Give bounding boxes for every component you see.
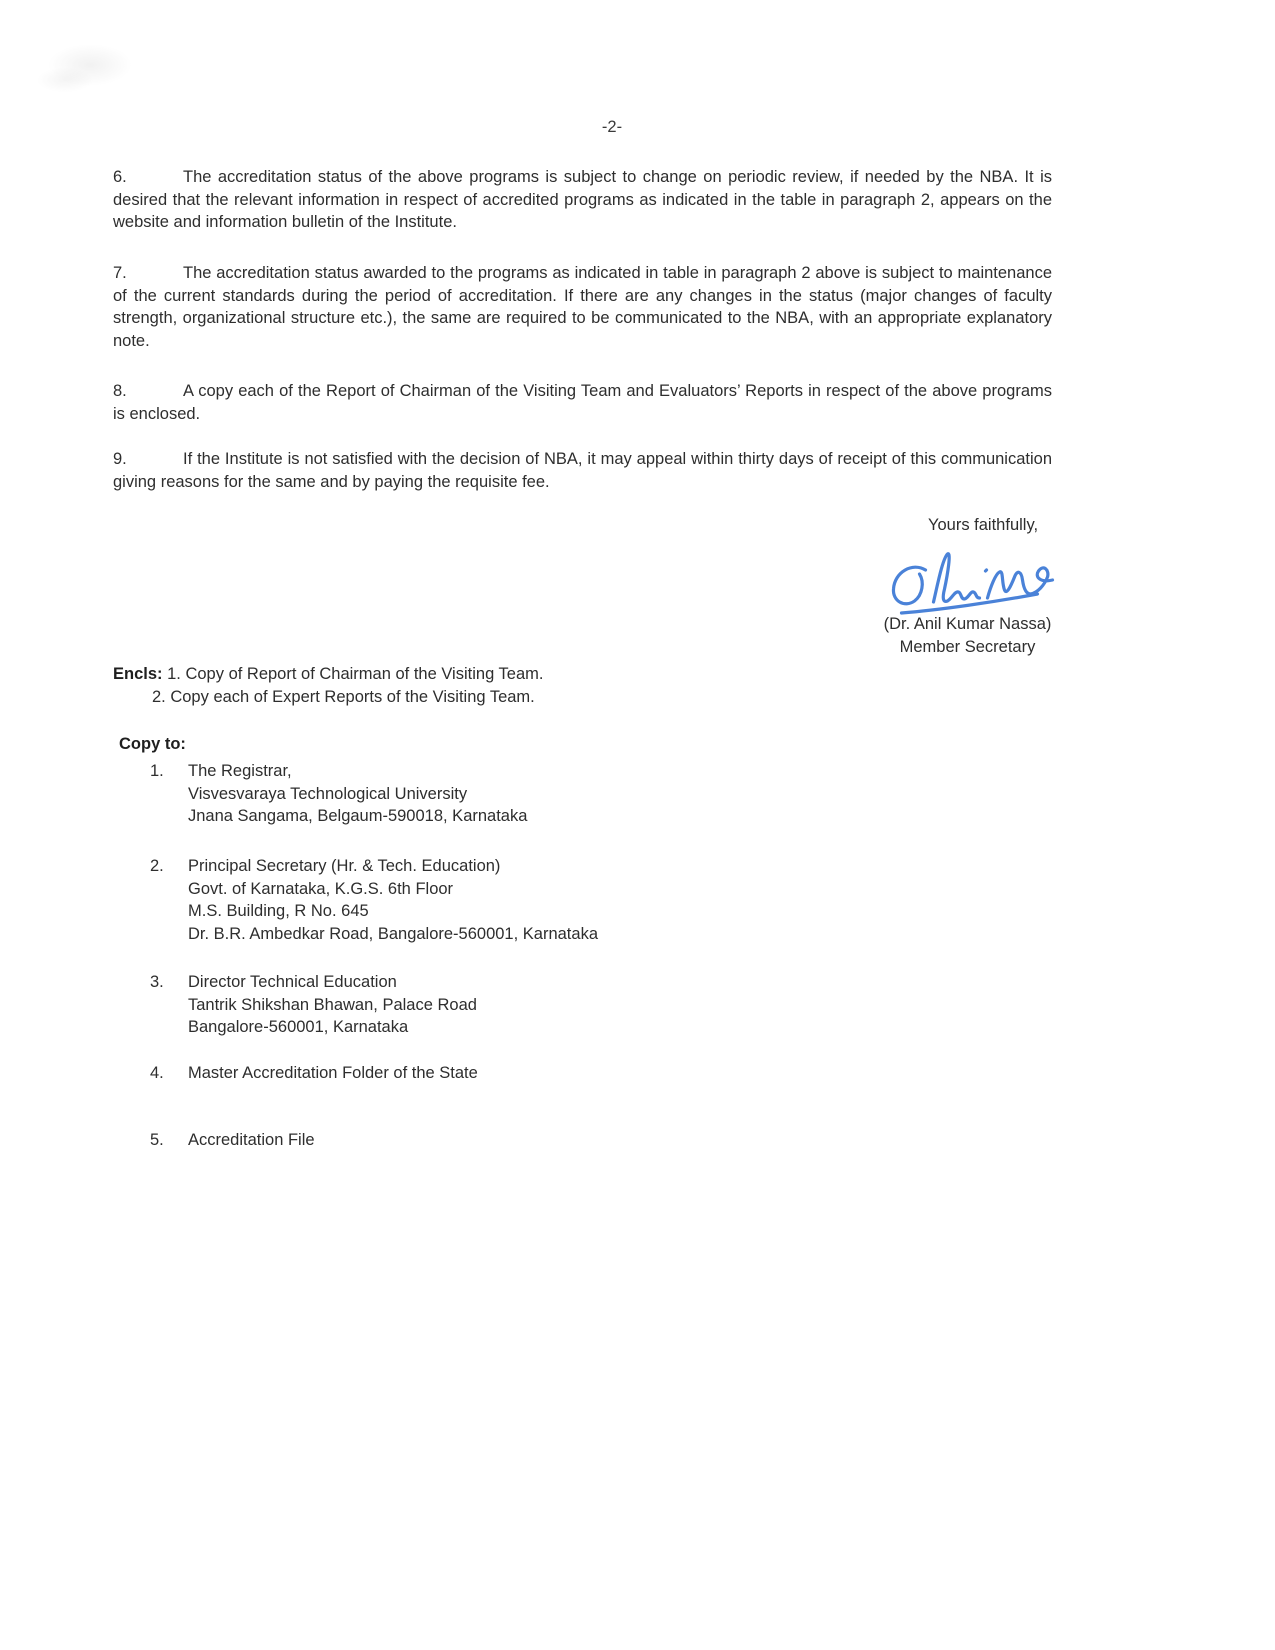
- copy-to-item-4-number: 4.: [150, 1064, 164, 1082]
- enclosure-item-1: 1. Copy of Report of Chairman of the Visiting Team.: [167, 665, 544, 683]
- copy-to-item-3-number: 3.: [150, 973, 164, 991]
- copy-to-item-2-number: 2.: [150, 857, 164, 875]
- copy-to-item-1: [150, 760, 527, 828]
- paragraph-7-number: 7.: [113, 264, 127, 282]
- copy-to-item-4-line: Master Accreditation Folder of the State: [188, 1064, 478, 1082]
- copy-to-item-2-line: M.S. Building, R No. 645: [188, 902, 369, 920]
- paragraph-8-text: A copy each of the Report of Chairman of the Visiting Team and Evaluators’ Reports in respect of the above programs is enclosed.: [113, 382, 1052, 423]
- copy-to-item-1-line: The Registrar,: [188, 762, 292, 780]
- paragraph-6-text: The accreditation status of the above programs is subject to change on periodic review, if needed by the NBA. It is desired that the relevant information in respect of accredited programs as indicated in the table in paragraph 2, appears on the website and information bulletin of the Institute.: [113, 168, 1052, 231]
- copy-to-item-2: [150, 855, 598, 945]
- closing-salutation: Yours faithfully,: [928, 516, 1039, 534]
- paragraph-6-number: 6.: [113, 168, 127, 186]
- enclosure-line-1: [113, 663, 543, 686]
- paragraph-9: [113, 448, 1052, 493]
- page-number: -2-: [601, 118, 623, 136]
- signatory-name: (Dr. Anil Kumar Nassa): [883, 615, 1052, 633]
- copy-to-item-2-line: Govt. of Karnataka, K.G.S. 6th Floor: [188, 879, 454, 898]
- paragraph-7-text: The accreditation status awarded to the programs as indicated in table in paragraph 2 above is subject to maintenance of the current standards during the period of accreditation. If there are any changes in the status (major changes of faculty strength, organizational structure etc.), the same are required to be communicated to the NBA, with an appropriate explanatory note.: [113, 264, 1052, 350]
- paragraph-7: [113, 262, 1052, 352]
- copy-to-item-4: [150, 1062, 478, 1085]
- paragraph-8-number: 8.: [113, 382, 127, 400]
- copy-to-label: Copy to:: [119, 735, 186, 753]
- paragraph-6: [113, 166, 1052, 234]
- enclosures: [113, 663, 543, 708]
- copy-to-item-5-line: Accreditation File: [188, 1131, 315, 1149]
- copy-to-item-5: [150, 1129, 315, 1152]
- copy-to-item-3-line: Bangalore-560001, Karnataka: [188, 1018, 409, 1036]
- signatory-title: Member Secretary: [899, 638, 1036, 656]
- paragraph-9-text: If the Institute is not satisfied with the decision of NBA, it may appeal within thirty days of receipt of this communication giving reasons for the same and by paying the requisite fee.: [113, 450, 1052, 491]
- copy-to-item-3-line: Director Technical Education: [188, 973, 397, 991]
- copy-to-item-1-line: Visvesvaraya Technological University: [188, 784, 468, 803]
- enclosure-item-2: 2. Copy each of Expert Reports of the Visiting Team.: [152, 687, 535, 706]
- paragraph-9-number: 9.: [113, 450, 127, 468]
- copy-to-item-3: [150, 971, 477, 1039]
- copy-to-item-3-line: Tantrik Shikshan Bhawan, Palace Road: [188, 995, 477, 1014]
- scan-smudge: [20, 20, 180, 130]
- handwritten-signature-icon: [884, 549, 1060, 617]
- paragraph-8: [113, 380, 1052, 425]
- copy-to-item-1-line: Jnana Sangama, Belgaum-590018, Karnataka: [188, 807, 528, 825]
- copy-to-item-2-line: Principal Secretary (Hr. & Tech. Education): [188, 857, 501, 875]
- enclosures-label: Encls:: [113, 665, 163, 683]
- copy-to-item-5-number: 5.: [150, 1131, 164, 1149]
- copy-to-item-1-number: 1.: [150, 762, 164, 780]
- copy-to-item-2-line: Dr. B.R. Ambedkar Road, Bangalore-560001, Karnataka: [188, 924, 598, 943]
